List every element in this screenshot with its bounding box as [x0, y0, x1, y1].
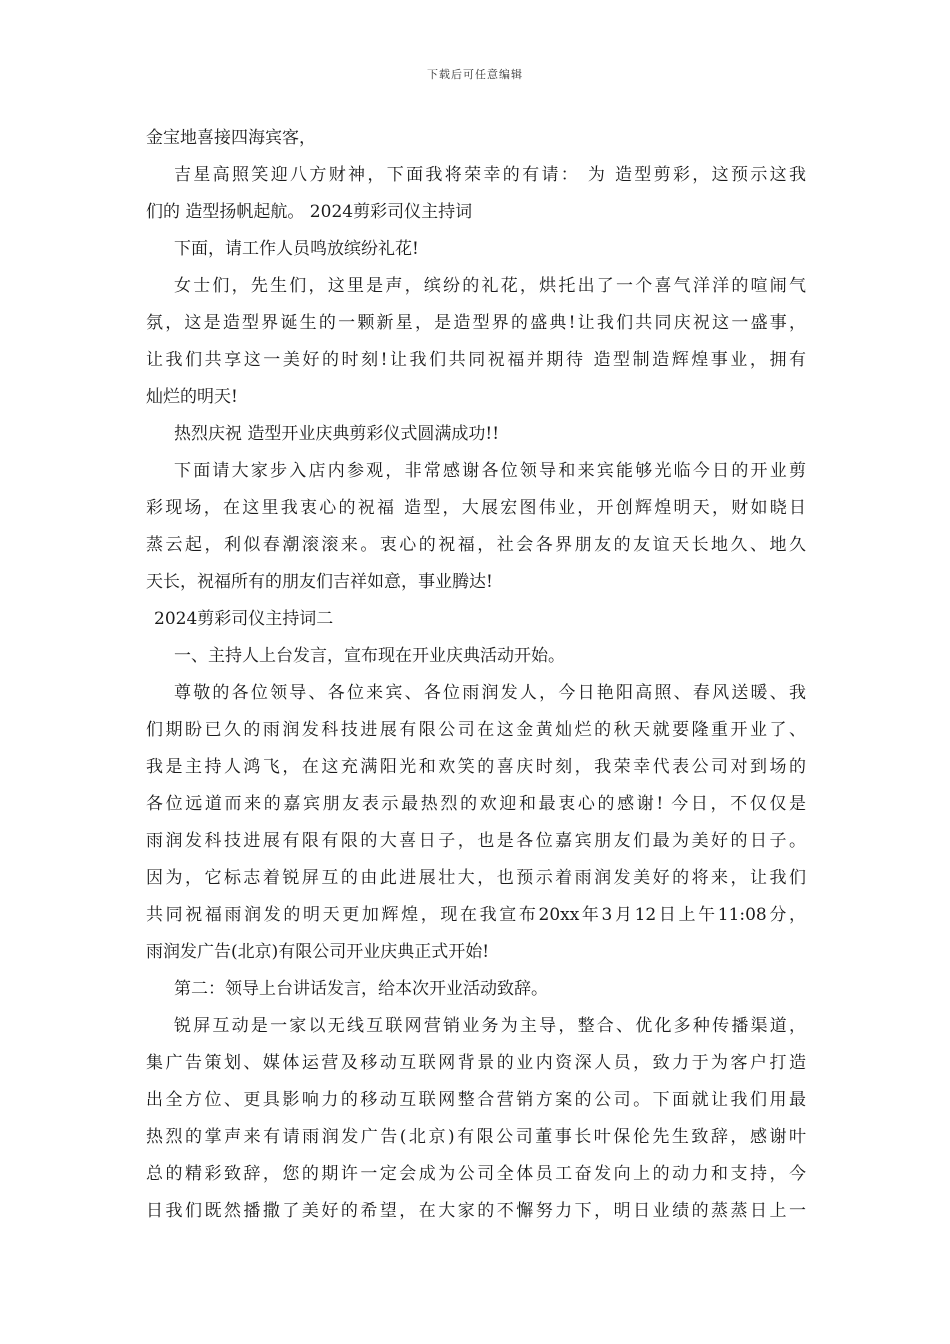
text-line: 们期盼已久的雨润发科技进展有限公司在这金黄灿烂的秋天就要隆重开业了、 [146, 720, 806, 740]
text-line: 热烈庆祝 造型开业庆典剪彩仪式圆满成功!! [174, 424, 500, 444]
text-line: 雨润发科技进展有限有限的大喜日子，也是各位嘉宾朋友们最为美好的日子。 [146, 831, 806, 851]
text-line: 各位远道而来的嘉宾朋友表示最热烈的欢迎和最衷心的感谢! 今日，不仅仅是 [146, 794, 806, 814]
text-line: 蒸云起，利似春潮滚滚来。衷心的祝福，社会各界朋友的友谊天长地久、地久 [146, 535, 806, 555]
text-line: 吉星高照笑迎八方财神，下面我将荣幸的有请： 为 造型剪彩，这预示这我 [174, 165, 806, 185]
text-line: 金宝地喜接四海宾客， [146, 128, 316, 148]
text-line: 2024剪彩司仪主持词二 [154, 609, 334, 629]
text-line: 天长，祝福所有的朋友们吉祥如意，事业腾达! [146, 572, 493, 592]
text-line: 女士们，先生们，这里是声，缤纷的礼花，烘托出了一个喜气洋洋的喧闹气 [174, 276, 806, 296]
text-line: 共同祝福雨润发的明天更加辉煌，现在我宣布20xx年3月12日上午11:08分， [146, 905, 806, 925]
text-line: 让我们共享这一美好的时刻!让我们共同祝福并期待 造型制造辉煌事业，拥有 [146, 350, 806, 370]
text-line: 灿烂的明天! [146, 387, 238, 407]
text-line: 出全方位、更具影响力的移动互联网整合营销方案的公司。下面就让我们用最 [146, 1090, 806, 1110]
text-line: 日我们既然播撒了美好的希望，在大家的不懈努力下，明日业绩的蒸蒸日上一 [146, 1201, 806, 1221]
document-body [146, 120, 806, 1230]
text-line: 我是主持人鸿飞，在这充满阳光和欢笑的喜庆时刻，我荣幸代表公司对到场的 [146, 757, 806, 777]
text-line: 下面，请工作人员鸣放缤纷礼花! [174, 239, 419, 259]
text-line: 第二：领导上台讲话发言，给本次开业活动致辞。 [174, 979, 548, 999]
text-line: 雨润发广告(北京)有限公司开业庆典正式开始! [146, 942, 490, 962]
text-line: 因为，它标志着锐屏互的由此进展壮大，也预示着雨润发美好的将来，让我们 [146, 868, 806, 888]
text-line: 们的 造型扬帆起航。 2024剪彩司仪主持词 [146, 202, 473, 222]
text-line: 集广告策划、媒体运营及移动互联网背景的业内资深人员，致力于为客户打造 [146, 1053, 806, 1073]
text-line: 锐屏互动是一家以无线互联网营销业务为主导，整合、优化多种传播渠道， [174, 1016, 806, 1036]
text-line: 总的精彩致辞，您的期许一定会成为公司全体员工奋发向上的动力和支持，今 [146, 1164, 806, 1184]
text-line: 彩现场，在这里我衷心的祝福 造型，大展宏图伟业，开创辉煌明天，财如晓日 [146, 498, 806, 518]
text-line: 一、主持人上台发言，宣布现在开业庆典活动开始。 [174, 646, 565, 666]
page-header: 下载后可任意编辑 [427, 68, 523, 81]
text-line: 尊敬的各位领导、各位来宾、各位雨润发人，今日艳阳高照、春风送暖、我 [174, 683, 806, 703]
text-line: 氛，这是造型界诞生的一颗新星，是造型界的盛典!让我们共同庆祝这一盛事， [146, 313, 806, 333]
text-line: 热烈的掌声来有请雨润发广告(北京)有限公司董事长叶保伦先生致辞，感谢叶 [146, 1127, 806, 1147]
text-line: 下面请大家步入店内参观，非常感谢各位领导和来宾能够光临今日的开业剪 [174, 461, 806, 481]
